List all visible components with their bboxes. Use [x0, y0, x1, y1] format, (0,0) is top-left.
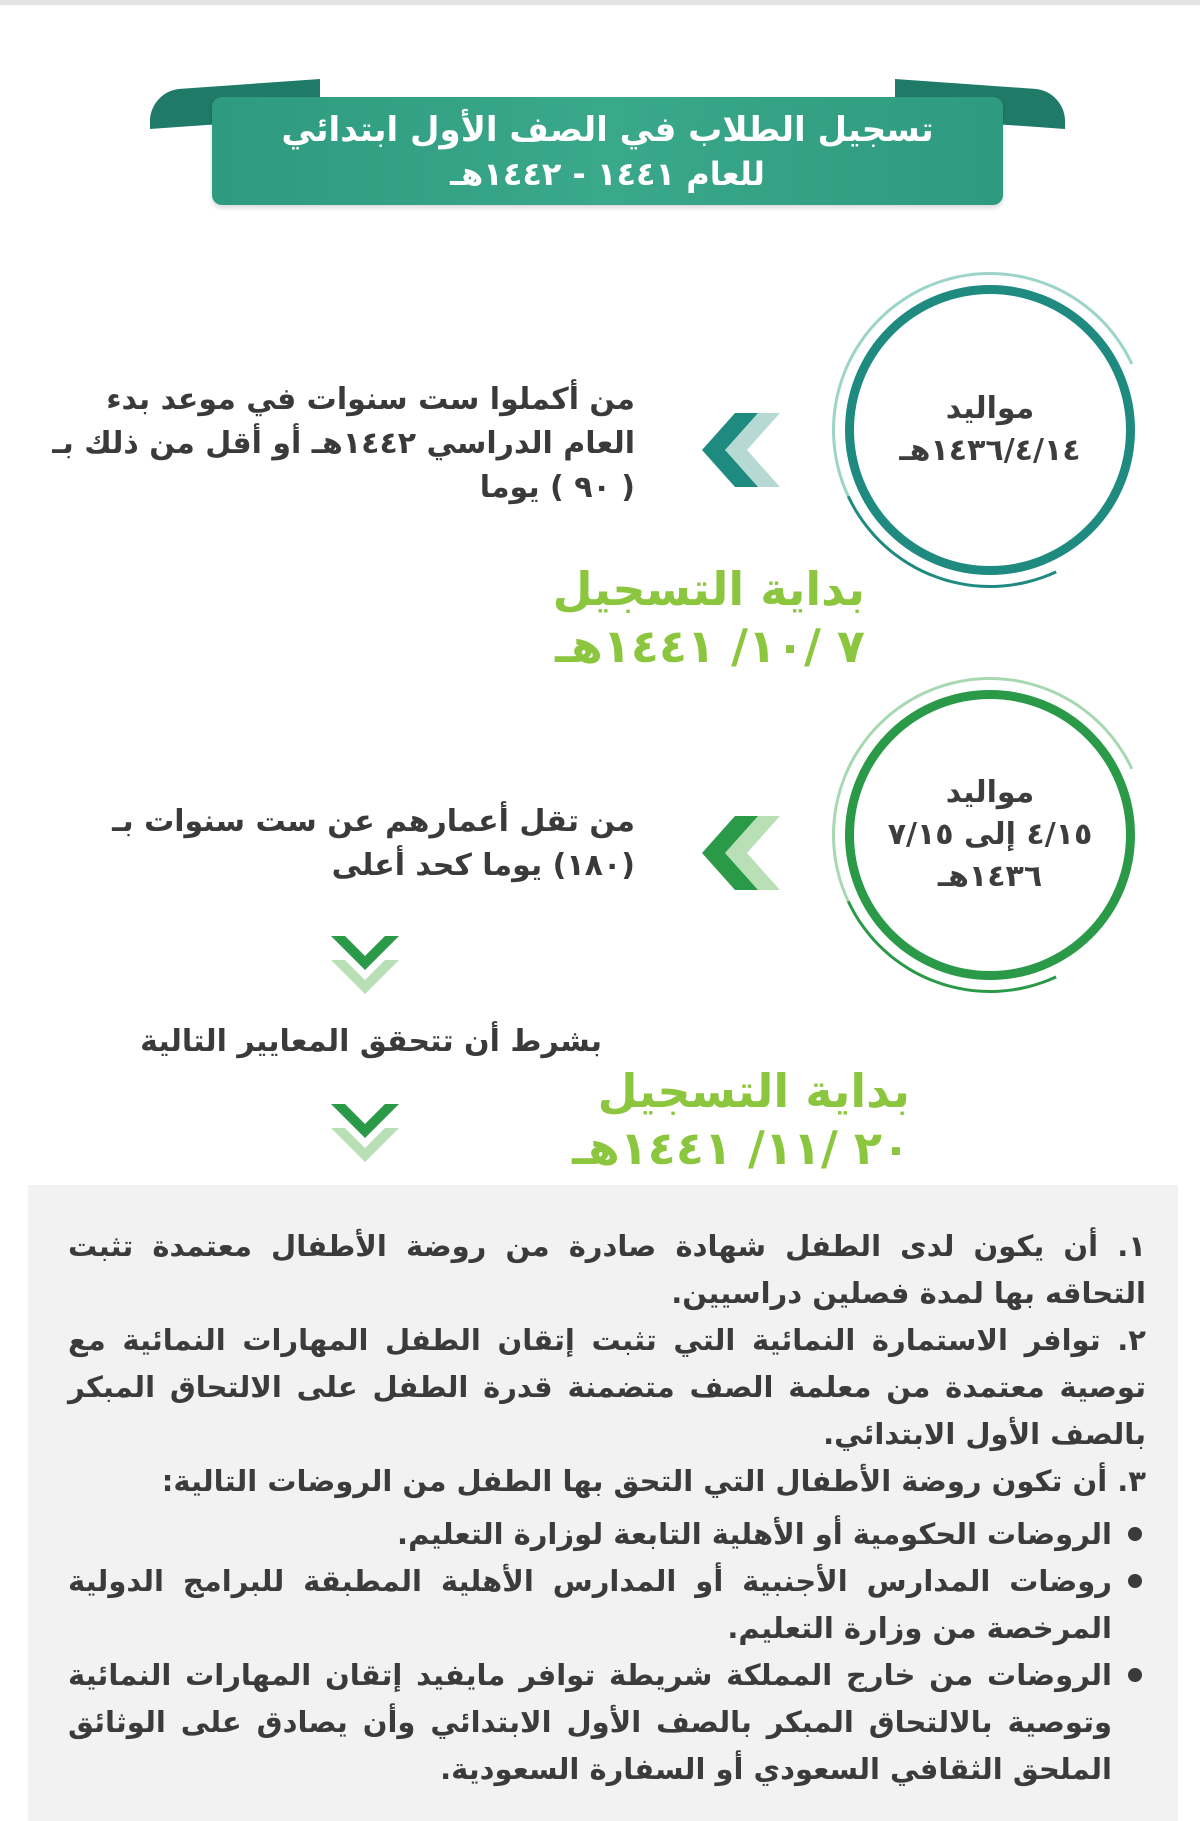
title-ribbon [150, 85, 1065, 215]
chevron-left-icon [695, 405, 795, 495]
birth-date: ١٤٣٦/٤/١٤هـ [899, 433, 1081, 468]
criteria-number: ٣. [1117, 1464, 1146, 1498]
list-item-text: روضات المدارس الأجنبية أو المدارس الأهلية المطبقة للبرامج الدولية المرخصة من وزارة التعليم. [68, 1564, 1112, 1645]
criteria-item [68, 1458, 1146, 1505]
registration-title: بداية التسجيل [597, 1064, 910, 1118]
bullet-icon [1128, 1527, 1142, 1541]
criteria-text: أن تكون روضة الأطفال التي التحق بها الطفل من الروضات التالية: [161, 1464, 1108, 1498]
registration-start-1 [553, 560, 865, 674]
criteria-number: ١. [1117, 1229, 1146, 1263]
list-item-text: الروضات من خارج المملكة شريطة توافر مايفيد إتقان المهارات النمائية وتوصية بالالتحاق المبكر بالصف الأول الابتدائي وأن يصادق على الوثائق الملحق الثقافي السعودي أو السفارة السعودية. [68, 1658, 1112, 1786]
bullet-icon [1128, 1668, 1142, 1682]
birth-label: مواليد [945, 391, 1035, 426]
registration-date: ٧ /١٠/ ١٤٤١هـ [555, 619, 865, 673]
chevron-down-icon [325, 930, 405, 1000]
birth-date-range: ٤/١٥ إلى ٧/١٥ [887, 817, 1093, 852]
birth-year: ١٤٣٦هـ [937, 859, 1043, 894]
list-item [68, 1511, 1146, 1558]
criteria-number: ٢. [1117, 1323, 1146, 1357]
group2-description: من تقل أعمارهم عن ست سنوات بـ (١٨٠) يوما كحد أعلى [112, 804, 635, 883]
page-subtitle: للعام ١٤٤١ - ١٤٤٢هـ [450, 155, 765, 193]
birth-label: مواليد [945, 775, 1035, 810]
list-item [68, 1652, 1146, 1793]
list-item-text: الروضات الحكومية أو الأهلية التابعة لوزارة التعليم. [397, 1517, 1112, 1551]
kindergarten-list [68, 1511, 1146, 1793]
top-divider [0, 0, 1200, 5]
criteria-item [68, 1223, 1146, 1317]
list-item [68, 1558, 1146, 1652]
criteria-box [28, 1185, 1178, 1821]
registration-date: ٢٠ /١١/ ١٤٤١هـ [572, 1121, 910, 1175]
bullet-icon [1128, 1574, 1142, 1588]
ribbon-body [212, 97, 1003, 205]
chevron-down-icon [325, 1098, 405, 1168]
registration-start-2 [572, 1062, 910, 1176]
criteria-item [68, 1317, 1146, 1458]
registration-title: بداية التسجيل [552, 562, 865, 616]
criteria-text: أن يكون لدى الطفل شهادة صادرة من روضة الأطفال معتمدة تثبت التحاقه بها لمدة فصلين دراسيين. [68, 1229, 1146, 1310]
birth-circle-2 [845, 690, 1135, 980]
chevron-left-icon [695, 808, 795, 898]
condition-text: بشرط أن تتحقق المعايير التالية [140, 1024, 602, 1059]
page-title: تسجيل الطلاب في الصف الأول ابتدائي [281, 110, 934, 150]
birth-circle-1 [845, 285, 1135, 575]
group1-description: من أكملوا ست سنوات في موعد بدء العام الدراسي ١٤٤٢هـ أو أقل من ذلك بـ ( ٩٠ ) يوما [52, 382, 635, 505]
criteria-text: توافر الاستمارة النمائية التي تثبت إتقان الطفل المهارات النمائية مع توصية معتمدة من معلمة الصف متضمنة قدرة الطفل على الالتحاق المبكر بالصف الأول الابتدائي. [68, 1323, 1146, 1451]
